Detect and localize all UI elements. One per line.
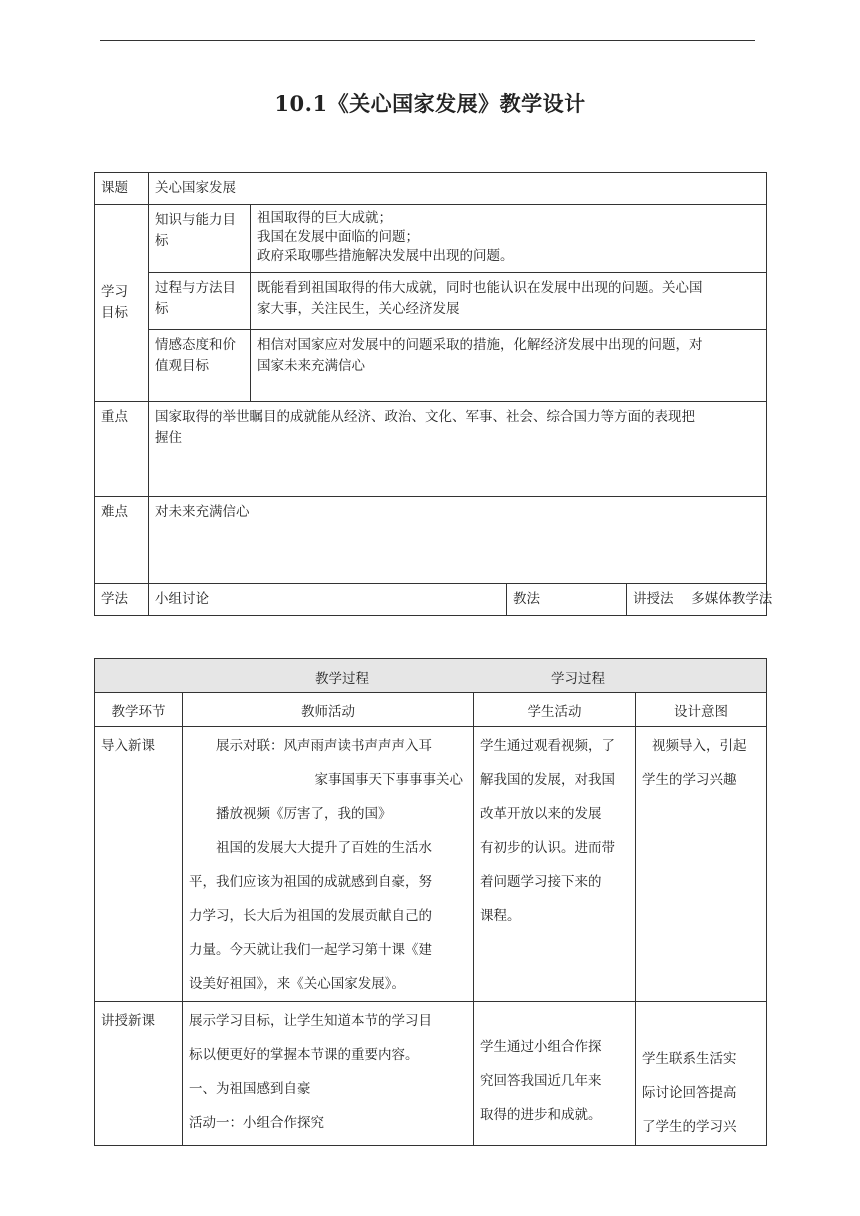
col-header-stage: 教学环节 (95, 693, 183, 727)
key-point-label: 重点 (95, 402, 149, 497)
study-method-label: 学法 (95, 584, 149, 616)
goal-name-emotion: 情感态度和价 值观目标 (149, 330, 251, 402)
teaching-process-table (94, 658, 767, 1146)
col-header-teacher: 教师活动 (183, 693, 474, 727)
goal-row-emotion (95, 330, 767, 402)
design-intent-cell: 视频导入，引起 学生的学习兴趣 (636, 727, 767, 1002)
goal-content-process: 既能看到祖国取得的伟大成就，同时也能认识在发展中出现的问题。关心国 家大事，关注民生，关心经济发展 (251, 273, 767, 330)
document-title: 10.1《关心国家发展》教学设计 (274, 91, 586, 116)
col-header-student: 学生活动 (474, 693, 636, 727)
goal-name-process: 过程与方法目 标 (149, 273, 251, 330)
goal-row-knowledge (95, 205, 767, 273)
student-activity-cell: 学生通过小组合作探 究回答我国近几年来 取得的进步和成就。 (474, 1002, 636, 1146)
goal-name-knowledge: 知识与能力目 标 (149, 205, 251, 273)
key-point-row (95, 402, 767, 497)
methods-row (95, 584, 767, 616)
header-teaching-process: 教学过程 (315, 671, 369, 687)
process-header-row (95, 659, 767, 693)
difficulty-label: 难点 (95, 497, 149, 584)
header-rule (100, 40, 755, 41)
column-header-row (95, 693, 767, 727)
stage-cell: 导入新课 (95, 727, 183, 1002)
lesson-info-table (94, 172, 773, 616)
topic-row (95, 173, 767, 205)
col-header-intent: 设计意图 (636, 693, 767, 727)
teach-method-value: 讲授法 多媒体教学法 (627, 584, 767, 616)
teacher-activity-cell: 展示对联：风声雨声读书声声声入耳 家事国事天下事事事关心 播放视频《厉害了，我的国》 祖国的发展大大提升了百姓的生活水 平，我们应该为祖国的成就感到自豪，努 力学习，长大后为祖国的发展贡献自己的 力量。今天就让我们一起学习第十课《建 设美好祖国》，来《关心国家发展》。 (183, 727, 474, 1002)
header-learning-process: 学习过程 (551, 671, 605, 687)
goal-row-process (95, 273, 767, 330)
table-row (95, 1002, 767, 1146)
key-point-value: 国家取得的举世瞩目的成就能从经济、政治、文化、军事、社会、综合国力等方面的表现把 握住 (149, 402, 767, 497)
process-header-cell (95, 659, 767, 693)
goals-label: 学习 目标 (95, 205, 149, 402)
table-row (95, 727, 767, 1002)
design-intent-cell: 学生联系生活实 际讨论回答提高 了学生的学习兴 (636, 1002, 767, 1146)
topic-value: 关心国家发展 (149, 173, 767, 205)
goal-content-emotion: 相信对国家应对发展中的问题采取的措施，化解经济发展中出现的问题，对 国家未来充满信心 (251, 330, 767, 402)
teacher-activity-cell: 展示学习目标，让学生知道本节的学习目 标以便更好的掌握本节课的重要内容。 一、为祖国感到自豪 活动一：小组合作探究 (183, 1002, 474, 1146)
study-method-value: 小组讨论 (149, 584, 507, 616)
topic-label: 课题 (95, 173, 149, 205)
stage-cell: 讲授新课 (95, 1002, 183, 1146)
student-activity-cell: 学生通过观看视频，了 解我国的发展，对我国 改革开放以来的发展 有初步的认识。进而带 着问题学习接下来的 课程。 (474, 727, 636, 1002)
goal-content-knowledge: 祖国取得的巨大成就； 我国在发展中面临的问题； 政府采取哪些措施解决发展中出现的问题。 (251, 205, 767, 273)
difficulty-value: 对未来充满信心 (149, 497, 767, 584)
difficulty-row (95, 497, 767, 584)
teach-method-label: 教法 (507, 584, 627, 616)
